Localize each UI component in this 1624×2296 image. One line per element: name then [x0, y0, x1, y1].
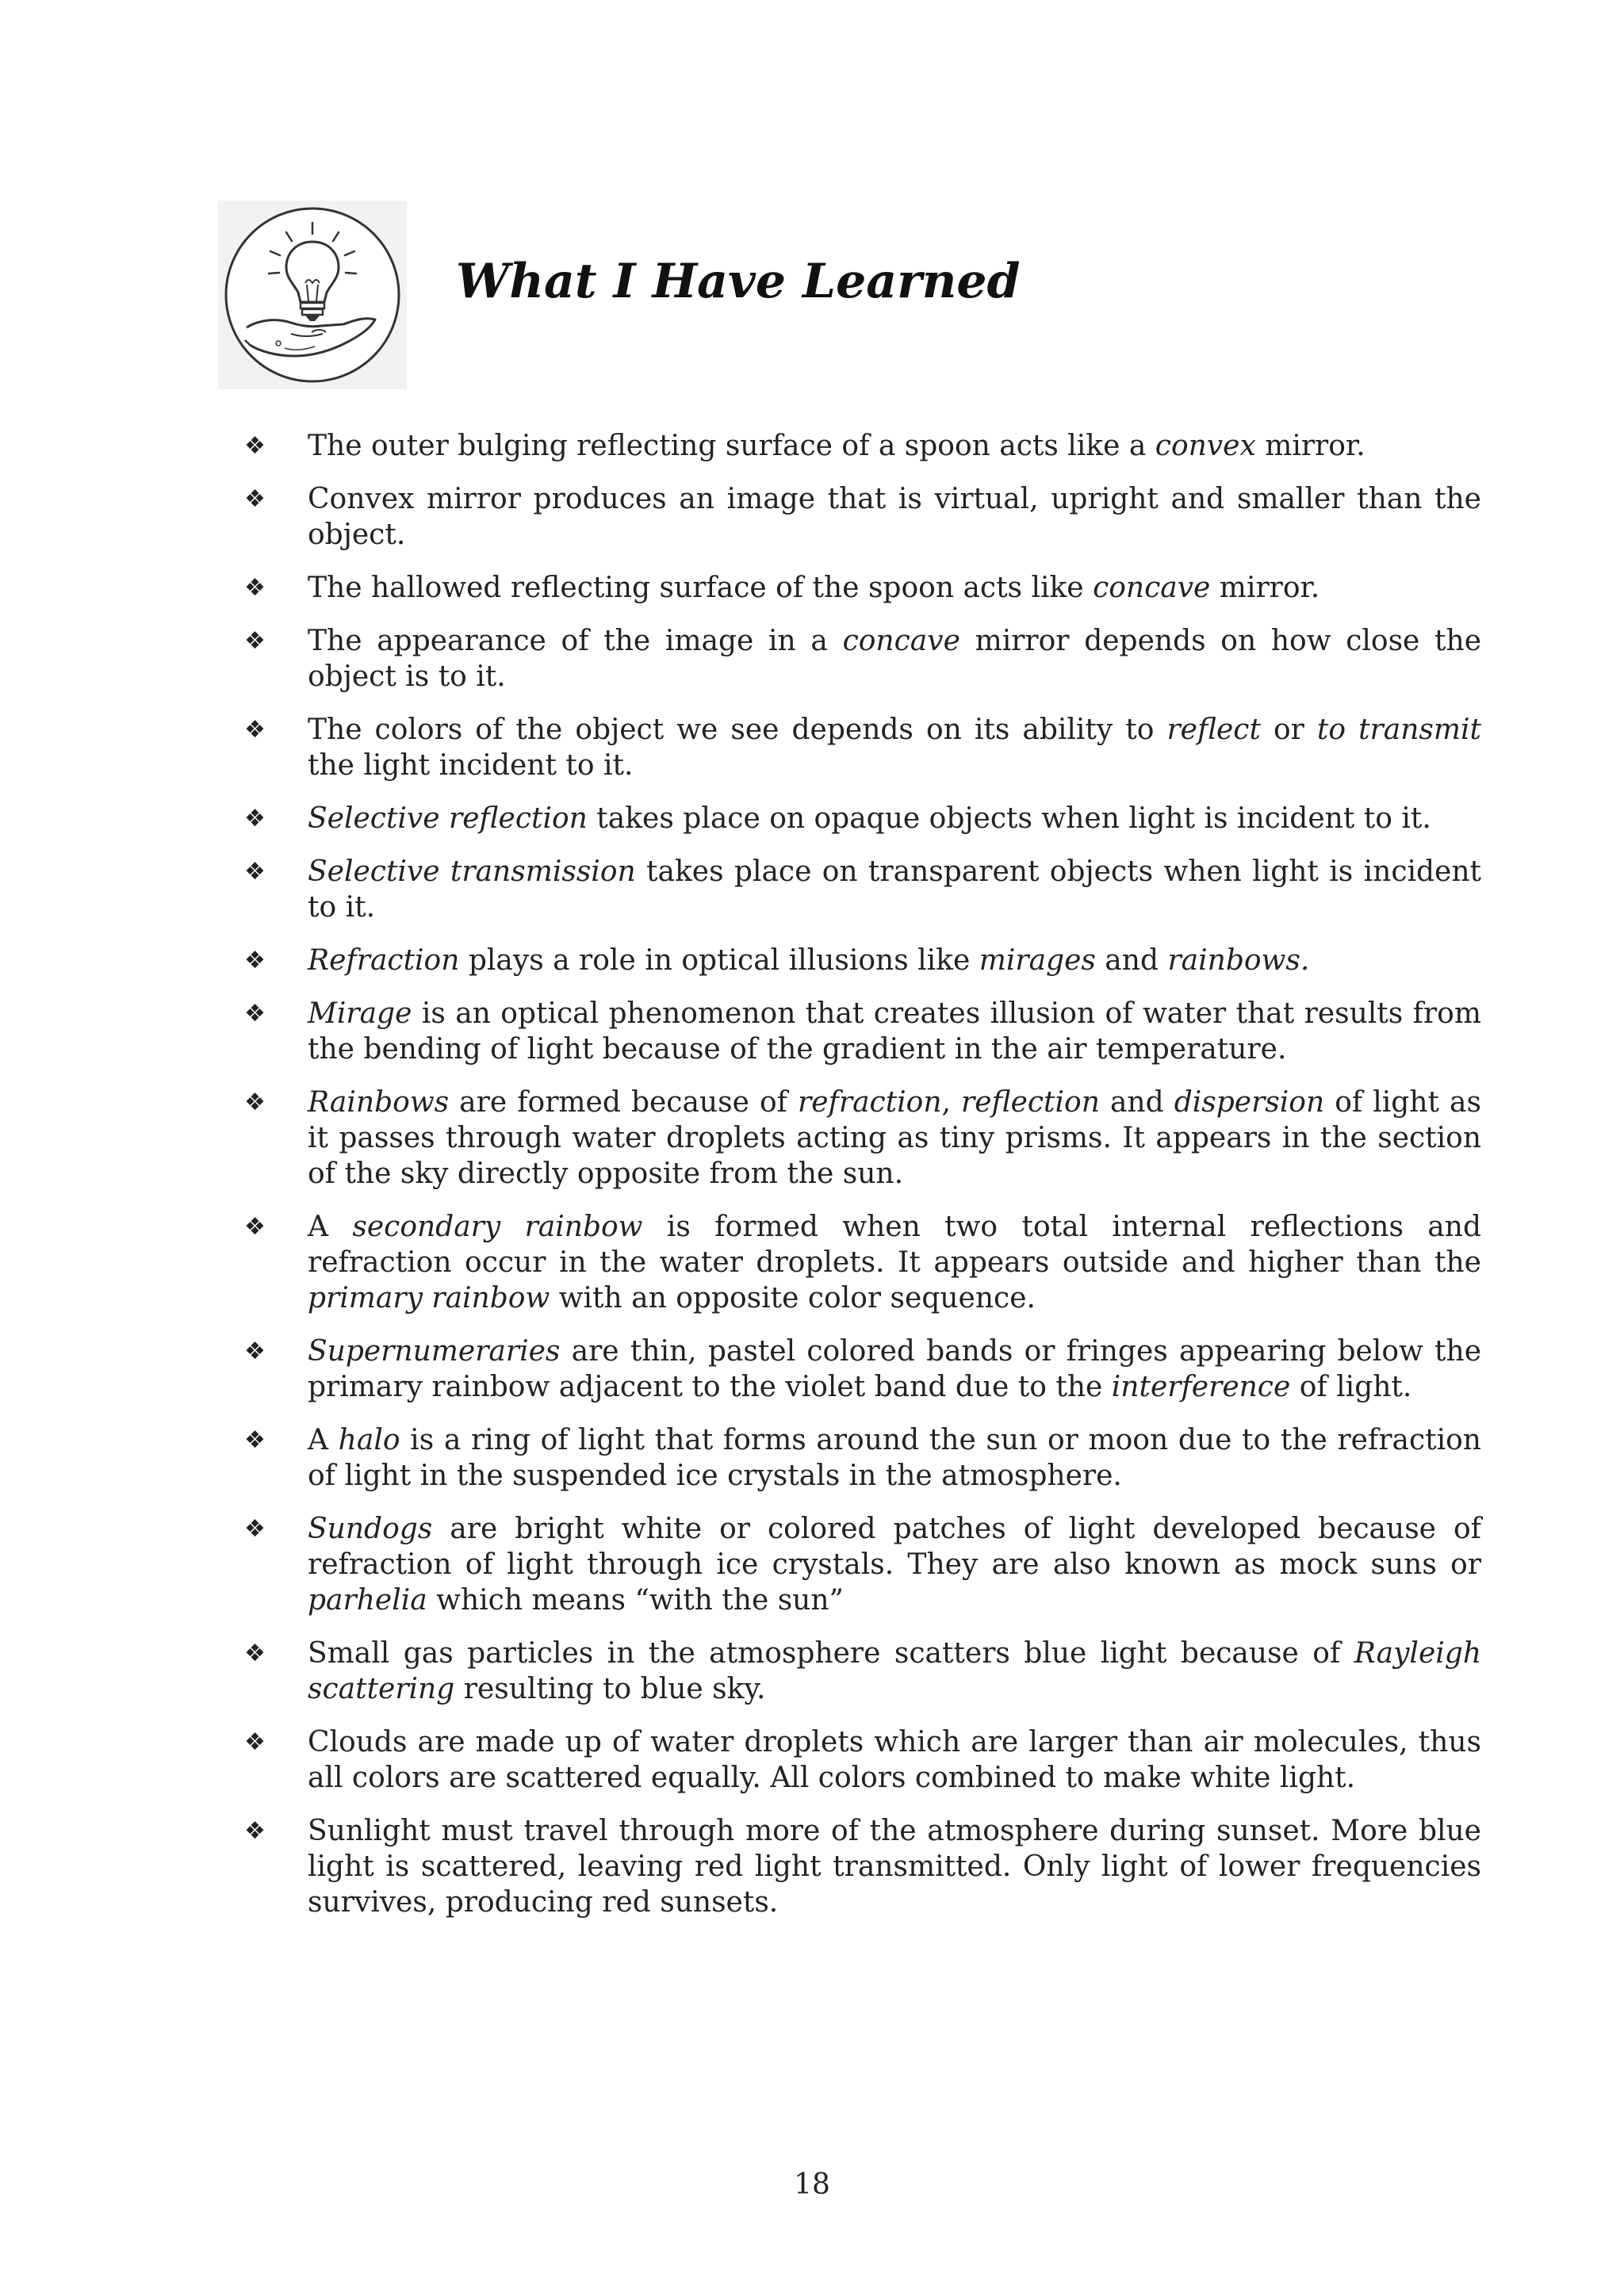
- diamond-bullet-icon: ❖: [244, 716, 266, 744]
- emphasized-term: primary rainbow: [308, 1282, 550, 1314]
- list-item-text: [308, 1334, 1481, 1405]
- diamond-bullet-icon: ❖: [244, 1426, 266, 1454]
- text-segment: The hallowed reflecting surface of the spoon acts like: [308, 572, 1094, 604]
- emphasized-term: Refraction: [308, 944, 460, 977]
- diamond-bullet-icon: ❖: [244, 947, 266, 974]
- emphasized-term: Mirage: [308, 997, 412, 1030]
- list-item-text: [308, 481, 1481, 553]
- emphasized-term: to transmit: [1316, 714, 1482, 746]
- diamond-bullet-icon: ❖: [244, 1089, 266, 1116]
- text-segment: are thin, pastel colored bands or fringes appearing below the primary rainbow adjacent to the violet band due to the: [308, 1335, 1481, 1403]
- diamond-bullet-icon: ❖: [244, 1213, 266, 1241]
- text-segment: the light incident to it.: [308, 749, 634, 782]
- emphasized-term: secondary rainbow: [352, 1211, 643, 1243]
- list-item-text: [308, 1422, 1481, 1494]
- list-item: [244, 1209, 1481, 1316]
- emphasized-term: mirages: [979, 944, 1096, 977]
- text-segment: plays a role in optical illusions like: [459, 944, 979, 977]
- text-segment: A: [308, 1211, 353, 1243]
- text-segment: mirror.: [1255, 430, 1365, 462]
- text-segment: Convex mirror produces an image that is virtual, upright and smaller than the object.: [308, 483, 1481, 551]
- emphasized-term: halo: [338, 1424, 400, 1456]
- emphasized-term: Supernumeraries: [308, 1335, 561, 1368]
- text-segment: and: [1099, 1086, 1174, 1119]
- text-segment: The outer bulging reflecting surface of a spoon acts like a: [308, 430, 1155, 462]
- list-item-text: [308, 943, 1481, 978]
- emphasized-term: dispersion: [1174, 1086, 1325, 1119]
- emphasized-term: convex: [1155, 430, 1256, 462]
- list-item-text: [308, 1724, 1481, 1796]
- diamond-bullet-icon: ❖: [244, 805, 266, 832]
- learning-points-list: [244, 428, 1481, 1938]
- list-item: [244, 854, 1481, 925]
- diamond-bullet-icon: ❖: [244, 485, 266, 513]
- text-segment: mirror.: [1210, 572, 1320, 604]
- text-segment: The appearance of the image in a: [308, 625, 843, 657]
- diamond-bullet-icon: ❖: [244, 1337, 266, 1365]
- list-item: [244, 1511, 1481, 1618]
- diamond-bullet-icon: ❖: [244, 1640, 266, 1667]
- text-segment: Sunlight must travel through more of the atmosphere during sunset. More blue light is scattered, leaving red light transmitted. Only light of lower frequencies survives, producing red sunsets.: [308, 1815, 1481, 1919]
- text-segment: Clouds are made up of water droplets which are larger than air molecules, thus all colors are scattered equally. All colors combined to make white light.: [308, 1726, 1481, 1794]
- list-item: [244, 428, 1481, 464]
- emphasized-term: Sundogs: [308, 1513, 433, 1545]
- text-segment: is an optical phenomenon that creates illusion of water that results from the bending of light because of the gradient in the air temperature.: [308, 997, 1481, 1066]
- text-segment: takes place on transparent objects when light is incident to it.: [308, 855, 1481, 924]
- text-segment: is a ring of light that forms around the sun or moon due to the refraction of light in the suspended ice crystals in the atmosphere.: [308, 1424, 1481, 1492]
- emphasized-term: concave: [1093, 572, 1211, 604]
- text-segment: resulting to blue sky.: [454, 1673, 766, 1705]
- list-item: [244, 623, 1481, 695]
- list-item: [244, 943, 1481, 978]
- emphasized-term: interference: [1111, 1371, 1291, 1403]
- text-segment: are formed because of: [449, 1086, 799, 1119]
- list-item-text: [308, 428, 1481, 464]
- emphasized-term: concave: [842, 625, 960, 657]
- list-item-text: [308, 1636, 1481, 1707]
- diamond-bullet-icon: ❖: [244, 1728, 266, 1756]
- section-header: [218, 200, 1021, 390]
- emphasized-term: Selective reflection: [308, 802, 588, 835]
- list-item-text: [308, 854, 1481, 925]
- diamond-bullet-icon: ❖: [244, 574, 266, 602]
- list-item-text: [308, 623, 1481, 695]
- emphasized-term: Rainbows: [308, 1086, 450, 1119]
- emphasized-term: reflect: [1166, 714, 1261, 746]
- lightbulb-in-hand-icon: [218, 201, 407, 389]
- text-segment: and: [1095, 944, 1168, 977]
- list-item: [244, 801, 1481, 836]
- list-item: [244, 1422, 1481, 1494]
- list-item-text: [308, 801, 1481, 836]
- page-number: 18: [794, 2168, 830, 2201]
- text-segment: which means “with the sun”: [427, 1584, 844, 1617]
- text-segment: takes place on opaque objects when light is incident to it.: [587, 802, 1431, 835]
- emphasized-term: Rayleigh scattering: [308, 1637, 1481, 1705]
- text-segment: is formed when two total internal reflections and refraction occur in the water droplets. It appears outside and higher than the: [308, 1211, 1482, 1279]
- text-segment: ,: [941, 1086, 962, 1119]
- text-segment: mirror depends on how close the object is to it.: [308, 625, 1481, 693]
- diamond-bullet-icon: ❖: [244, 1515, 266, 1543]
- list-item: [244, 996, 1481, 1067]
- text-segment: of light as it passes through water droplets acting as tiny prisms. It appears in the section of the sky directly opposite from the sun.: [308, 1086, 1481, 1190]
- list-item: [244, 481, 1481, 553]
- text-segment: with an opposite color sequence.: [550, 1282, 1036, 1314]
- list-item: [244, 1334, 1481, 1405]
- text-segment: A: [308, 1424, 339, 1456]
- text-segment: are bright white or colored patches of light developed because of refraction of light through ice crystals. They are also known as mock suns or: [308, 1513, 1481, 1581]
- emphasized-term: Selective transmission: [308, 855, 636, 888]
- list-item: [244, 1724, 1481, 1796]
- diamond-bullet-icon: ❖: [244, 1000, 266, 1027]
- list-item-text: [308, 1511, 1481, 1618]
- list-item-text: [308, 712, 1481, 783]
- emphasized-term: parhelia: [308, 1584, 427, 1617]
- diamond-bullet-icon: ❖: [244, 432, 266, 460]
- list-item: [244, 1813, 1481, 1920]
- list-item: [244, 570, 1481, 606]
- text-segment: Small gas particles in the atmosphere scatters blue light because of: [308, 1637, 1354, 1670]
- list-item: [244, 1085, 1481, 1192]
- list-item-text: [308, 996, 1481, 1067]
- emphasized-term: rainbows.: [1167, 944, 1310, 977]
- emphasized-term: refraction: [798, 1086, 942, 1119]
- diamond-bullet-icon: ❖: [244, 627, 266, 655]
- diamond-bullet-icon: ❖: [244, 1817, 266, 1845]
- page-title: What I Have Learned: [456, 254, 1021, 309]
- list-item-text: [308, 1813, 1481, 1920]
- list-item: [244, 1636, 1481, 1707]
- list-item: [244, 712, 1481, 783]
- text-segment: or: [1260, 714, 1317, 746]
- text-segment: of light.: [1290, 1371, 1412, 1403]
- list-item-text: [308, 570, 1481, 606]
- emphasized-term: reflection: [961, 1086, 1100, 1119]
- diamond-bullet-icon: ❖: [244, 858, 266, 886]
- text-segment: The colors of the object we see depends on its ability to: [308, 714, 1167, 746]
- list-item-text: [308, 1209, 1481, 1316]
- list-item-text: [308, 1085, 1481, 1192]
